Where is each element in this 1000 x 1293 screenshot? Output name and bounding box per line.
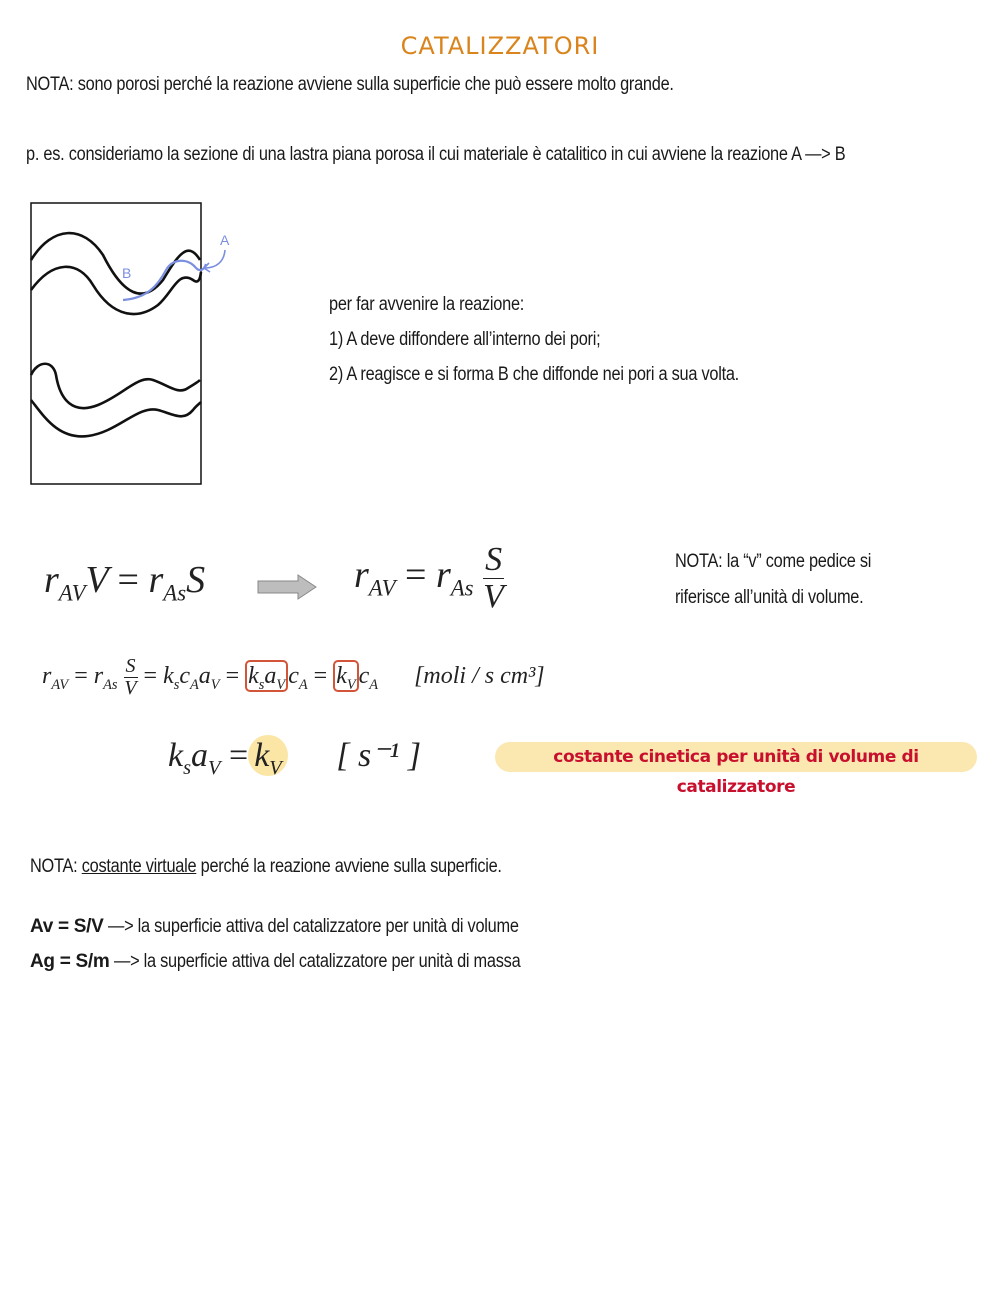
pore-wall-bottom-inner <box>31 400 201 436</box>
definition-ag-text: —> la superficie attiva del catalizzatore per unità di massa <box>114 951 521 972</box>
term-ag: Ag = S/m <box>30 951 110 972</box>
note-porous: NOTA: sono porosi perché la reazione avviene sulla superficie che può essere molto grande. <box>26 74 674 95</box>
equation-rate-chain: $r_{AV} = r_{As}$ $\frac{S}{V}$ = $k_sc_Aa_V = k_sa_V$ $c_A = k_V$ $c_A$ [moli / s cm³] <box>42 655 545 699</box>
step-1-text: A deve diffondere all’interno dei pori; <box>346 329 601 350</box>
label-b: B <box>122 265 132 281</box>
step-1-number: 1) <box>329 329 344 350</box>
label-a: A <box>220 232 230 248</box>
step-2-number: 2) <box>329 364 344 385</box>
definition-av <box>30 916 586 938</box>
page-title: CATALIZZATORI <box>400 32 600 60</box>
implies-arrow-icon <box>256 573 320 601</box>
note-v-subscript-1: NOTA: la “v” come pedice si <box>675 551 872 572</box>
box-ks-av: $k_sa_V$ <box>245 660 288 692</box>
note-virtual-constant: NOTA: costante virtuale perché la reazione avviene sulla superficie. <box>30 856 502 877</box>
units-rate: [moli / s cm³] <box>414 663 545 690</box>
equation-kv-definition: $k_sa_V = k_V$ [ s⁻¹ ] <box>168 737 422 779</box>
note-v-subscript-2: riferisce all’unità di volume. <box>675 587 864 608</box>
example-text: p. es. consideriamo la sezione di una lastra piana porosa il cui materiale è catalitico in cui avviene la reazione A —> B <box>26 144 846 165</box>
equation-rate-balance: $r_{AV}V = r_{As}S$ <box>44 559 206 606</box>
box-kv: $k_V$ <box>333 660 358 692</box>
pore-wall-top-inner <box>31 267 201 314</box>
definition-ag <box>30 951 587 973</box>
step-2-text: A reagisce e si forma B che diffonde nei pori a sua volta. <box>346 364 739 385</box>
equation-rate-volume: $r_{AV} = r_{As}$ $\frac{S}{V}$ <box>354 541 504 615</box>
underlined-term: costante virtuale <box>81 856 197 877</box>
steps-intro: per far avvenire la reazione: <box>329 294 525 315</box>
step-1 <box>329 329 600 351</box>
term-av: Av = S/V <box>30 916 104 937</box>
step-2 <box>329 364 739 386</box>
arrow-a <box>205 250 225 268</box>
definition-av-text: —> la superficie attiva del catalizzatore per unità di volume <box>108 916 520 937</box>
slab-outline <box>31 203 201 484</box>
porous-slab-diagram <box>28 200 238 490</box>
pore-wall-bottom <box>31 364 200 408</box>
kv-description-badge: costante cinetica per unità di volume di catalizzatore <box>495 742 977 772</box>
units-kv: [ s⁻¹ ] <box>336 737 422 774</box>
highlight-kv: $k_V$ <box>248 735 288 776</box>
